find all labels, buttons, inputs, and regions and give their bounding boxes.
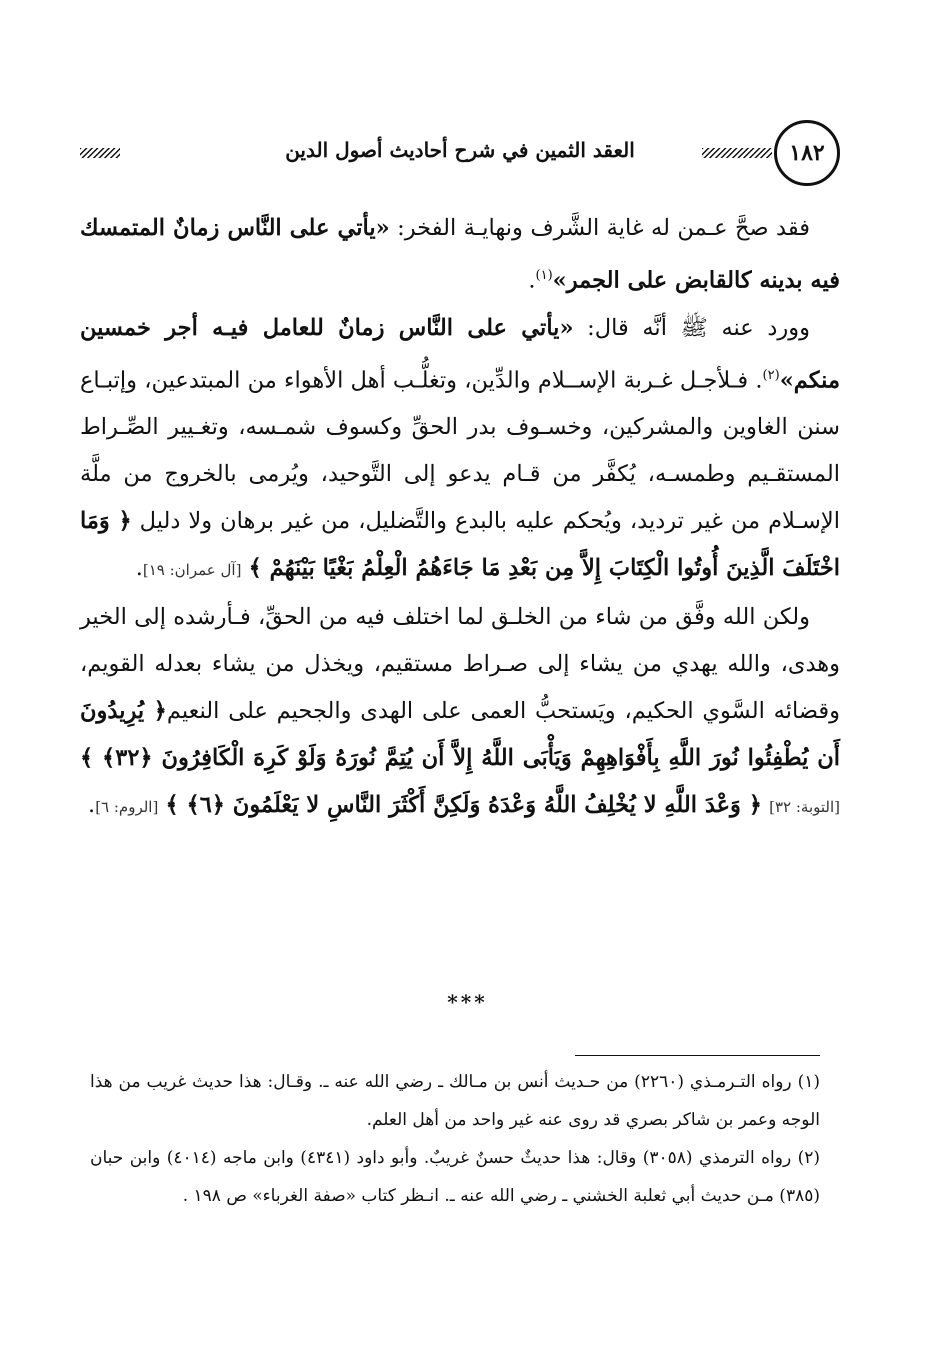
paragraph-3	[80, 594, 840, 831]
p3-end: .	[88, 792, 96, 818]
p2-text-b: . فـلأجـل غـربة الإســلام والدِّين، وتغلُّـب أهل الأهواء من المبتدعين، وإتبـاع سنن الغاوين والمشركين، وخسـوف بدر الحقِّ وكسوف شمـسه، وتغـيير الصِّـراط المستقـيم وطمسـه، يُكفَّر من قـام يدعو إلى التَّوحيد، ويُرمى بالخروج من ملَّة الإسـلام من غير ترديد، ويُحكم عليه بالبدع والتَّضليل، من غير برهان ولا دليل	[80, 367, 841, 534]
page-number: ١٨٢	[774, 120, 840, 186]
quran-verse-2: ﴿ يُرِيدُونَ أَن يُطْفِئُوا نُورَ اللَّهِ بِأَفْوَاهِهِمْ وَيَأْبَى اللَّهُ إِلاَّ أَن يُتِمَّ نُورَهُ وَلَوْ كَرِهَ الْكَافِرُونَ ﴿٣٢﴾ ﴾	[80, 698, 840, 771]
verse-reference-3: [الروم: ٦]	[95, 798, 159, 816]
verse-reference-2: [التوبة: ٣٢]	[769, 798, 840, 816]
p2-end: .	[135, 555, 143, 581]
page-header	[80, 120, 840, 190]
quran-verse-1: ﴿ وَمَا اخْتَلَفَ الَّذِينَ أُوتُوا الْكِتَابَ إِلاَّ مِن بَعْدِ مَا جَاءَهُمُ الْعِلْمُ بَغْيًا بَيْنَهُمْ ﴾	[80, 508, 840, 581]
main-text	[80, 205, 840, 831]
footnote-divider	[575, 1055, 820, 1056]
footnote-1: (١) رواه التـرمـذي (٢٢٦٠) من حـديث أنس بن مـالك ـ رضي الله عنه ـ. وقـال: هذا حديث غريب من هذا الوجه وعمر بن شاكر بصري قد روى عنه غير واحد من أهل العلم.	[90, 1072, 820, 1130]
footnote-ref-1: (١)	[535, 268, 553, 283]
hadith-1: «يأتي على النَّاس زمانٌ المتمسك فيه بدينه كالقابض على الجمر»	[80, 215, 840, 294]
header-ornament-left	[80, 148, 120, 158]
paragraph-1	[80, 205, 840, 305]
running-title: العقد الثمين في شرح أحاديث أصول الدين	[285, 138, 635, 162]
paragraph-2	[80, 305, 840, 595]
hadith-2: «يأتي على النَّاس زمانٌ للعامل فيـه أجر خمسين منكم»	[80, 314, 840, 393]
p3-text: ولكن الله وفَّق من شاء من الخلـق لما اختلف فيه من الحقِّ، فـأرشده إلى الخير وهدى، والله يهدي من يشاء إلى صـراط مستقيم، ويخذل من يشاء بعدله القويم، وقضائه السَّوي الحكيم، ويَستحبُّ العمى على الهدى والجحيم على النعيم	[80, 604, 840, 724]
p1-end: .	[528, 267, 536, 294]
p2-text-a: وورد عنه ﷺ أنَّه قال:	[573, 314, 810, 341]
section-separator: ***	[447, 990, 488, 1014]
footnotes	[90, 1063, 820, 1215]
quran-verse-3: ﴿ وَعْدَ اللَّهِ لا يُخْلِفُ اللَّهُ وَعْدَهُ وَلَكِنَّ أَكْثَرَ النَّاسِ لا يَعْلَمُونَ ﴿٦﴾ ﴾	[165, 792, 762, 818]
verse-reference-1: [آل عمران: ١٩]	[142, 561, 242, 579]
footnote-ref-2: (٢)	[762, 367, 780, 383]
p1-text: فقد صحَّ عـمن له غاية الشَّرف ونهايـة الفخر:	[389, 215, 810, 241]
footnote-2: (٢) رواه الترمذي (٣٠٥٨) وقال: هذا حديثٌ حسنٌ غريبٌ. وأبو داود (٤٣٤١) وابن ماجه (٤٠١٤) وابن حبان (٣٨٥) مـن حديث أبي ثعلبة الخشني ـ رضي الله عنه ـ. انـظر كتاب «صفة الغرباء» ص ١٩٨ .	[90, 1148, 820, 1206]
